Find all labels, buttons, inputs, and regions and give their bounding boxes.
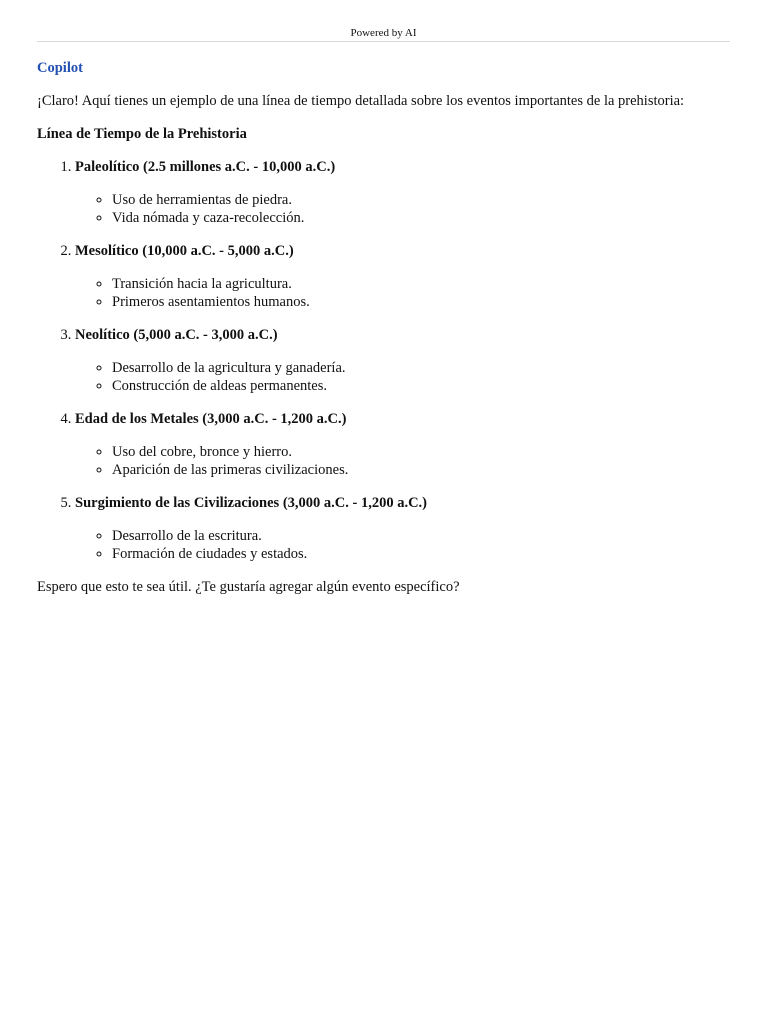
period-detail-list <box>75 275 730 311</box>
period-detail-list <box>75 359 730 395</box>
period-detail-item: ◦ Desarrollo de la agricultura y ganadería. <box>112 359 730 377</box>
period-detail-item: ◦ Desarrollo de la escritura. <box>112 527 730 545</box>
timeline-title: Línea de Tiempo de la Prehistoria <box>37 126 247 142</box>
period-detail-item: ◦ Construcción de aldeas permanentes. <box>112 377 730 395</box>
period-detail-list <box>75 443 730 479</box>
period-title: Mesolítico (10,000 a.C. - 5,000 a.C.) <box>75 243 294 259</box>
period-title: Neolítico (5,000 a.C. - 3,000 a.C.) <box>75 327 278 343</box>
period-detail-item: ◦ Uso de herramientas de piedra. <box>112 191 730 209</box>
period-detail-item: ◦ Transición hacia la agricultura. <box>112 275 730 293</box>
period-detail-item: ◦ Formación de ciudades y estados. <box>112 545 730 563</box>
message-author: Copilot <box>37 60 83 76</box>
period-title: Paleolítico (2.5 millones a.C. - 10,000 a.C.) <box>75 159 336 175</box>
period-detail-item: ◦ Vida nómada y caza-recolección. <box>112 209 730 227</box>
timeline-period-item <box>75 242 730 311</box>
period-detail-list <box>75 527 730 563</box>
powered-by-header: Powered by AI <box>37 0 730 42</box>
timeline-period-item <box>75 326 730 395</box>
chat-transcript <box>37 0 730 596</box>
timeline-period-item <box>75 410 730 479</box>
timeline-period-item <box>75 494 730 563</box>
period-title: Surgimiento de las Civilizaciones (3,000 a.C. - 1,200 a.C.) <box>75 495 428 511</box>
period-title: Edad de los Metales (3,000 a.C. - 1,200 a.C.) <box>75 411 347 427</box>
timeline-period-list <box>37 158 730 563</box>
message-intro: ¡Claro! Aquí tienes un ejemplo de una línea de tiempo detallada sobre los eventos importantes de la prehistoria: <box>37 93 685 109</box>
timeline-period-item <box>75 158 730 227</box>
period-detail-item: ◦ Primeros asentamientos humanos. <box>112 293 730 311</box>
period-detail-item: ◦ Aparición de las primeras civilizaciones. <box>112 461 730 479</box>
period-detail-list <box>75 191 730 227</box>
period-detail-item: ◦ Uso del cobre, bronce y hierro. <box>112 443 730 461</box>
message-outro: Espero que esto te sea útil. ¿Te gustaría agregar algún evento específico? <box>37 579 460 595</box>
